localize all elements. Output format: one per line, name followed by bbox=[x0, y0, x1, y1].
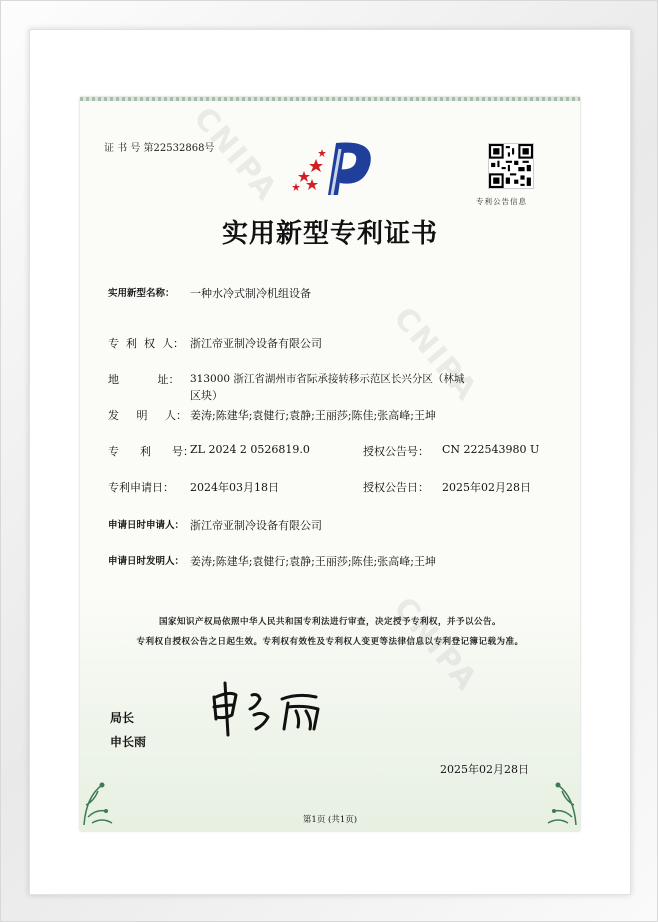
field-label-applicant-at-filing: 申请日时申请人： bbox=[108, 520, 185, 531]
corner-ornament-left bbox=[82, 777, 116, 827]
field-value-patentee: 浙江帝亚制冷设备有限公司 bbox=[190, 337, 322, 350]
notice-line-2: 专利权自授权公告之日起生效。专利权有效性及专利权人变更等法律信息以专利登记簿记载为准。 bbox=[136, 637, 524, 647]
signatory-name: 申长雨 bbox=[110, 735, 147, 749]
page-title: 实用新型专利证书 bbox=[221, 219, 438, 249]
qr-code[interactable] bbox=[488, 143, 534, 189]
certificate-number: 证 书 号 第22532868号 bbox=[104, 143, 215, 154]
field-value-utility-name: 一种水冷式制冷机组设备 bbox=[190, 287, 311, 300]
watermark: CNIPA bbox=[386, 590, 485, 699]
field-label-filing-date: 专利申请日： bbox=[108, 481, 174, 494]
field-value-grant-pub-number: CN 222543980 U bbox=[442, 443, 540, 456]
field-value-patent-number: ZL 2024 2 0526819.0 bbox=[190, 443, 310, 456]
field-label-grant-pub-number: 授权公告号： bbox=[363, 445, 429, 458]
field-label-utility-name: 实用新型名称： bbox=[108, 288, 175, 299]
corner-ornament-right bbox=[544, 777, 578, 827]
field-value-filing-date: 2024年03月18日 bbox=[190, 481, 279, 494]
field-value-inventors: 姜涛;陈建华;袁健行;袁静;王丽莎;陈佳;张高峰;王坤 bbox=[190, 409, 436, 422]
field-label-patentee: 专 利 权 人： bbox=[108, 337, 184, 350]
field-label-inventor-at-filing: 申请日时发明人： bbox=[108, 556, 185, 567]
field-label-inventors: 发 明 人： bbox=[108, 409, 187, 422]
certificate-paper bbox=[80, 97, 580, 831]
signatory-title: 局长 bbox=[110, 711, 135, 725]
page-info: 第1页 (共1页) bbox=[302, 815, 358, 825]
signature-image bbox=[208, 677, 338, 737]
watermark: CNIPA bbox=[186, 100, 285, 209]
cnipa-logo bbox=[288, 135, 378, 203]
field-label-grant-pub-date: 授权公告日： bbox=[363, 481, 429, 494]
field-value-applicant-at-filing: 浙江帝亚制冷设备有限公司 bbox=[190, 519, 322, 532]
watermark: CNIPA bbox=[386, 300, 485, 409]
field-label-address: 地 址： bbox=[108, 373, 180, 386]
field-value-grant-pub-date: 2025年02月28日 bbox=[442, 481, 531, 494]
issue-date: 2025年02月28日 bbox=[440, 763, 529, 776]
qr-label: 专利公告信息 bbox=[476, 197, 527, 206]
notice-line-1: 国家知识产权局依照中华人民共和国专利法进行审查，决定授予专利权，并予以公告。 bbox=[158, 617, 501, 627]
field-value-inventor-at-filing: 姜涛;陈建华;袁健行;袁静;王丽莎;陈佳;张高峰;王坤 bbox=[190, 555, 436, 568]
field-value-address-cont: 区块） bbox=[190, 389, 223, 402]
field-label-patent-number: 专 利 号： bbox=[108, 445, 194, 458]
top-border bbox=[80, 97, 580, 101]
field-value-address: 313000 浙江省湖州市省际承接转移示范区长兴分区（林城 bbox=[190, 373, 465, 385]
